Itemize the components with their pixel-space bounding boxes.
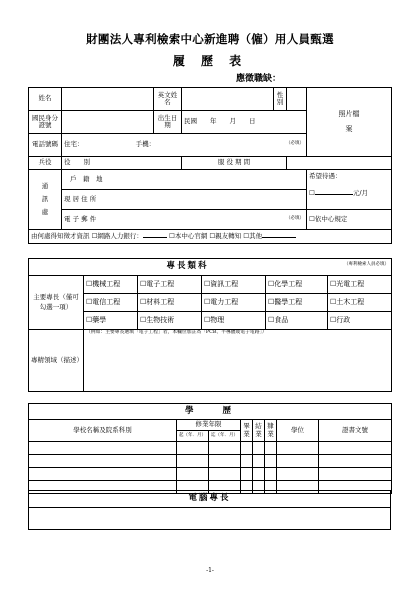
field-input[interactable]: （例如：主要專長選填「電子工程」者，本欄位加註為「PCB、半導體或電子電路」） xyxy=(84,330,392,392)
grad-header: 畢業 xyxy=(241,420,253,442)
page-number: -1- xyxy=(206,567,214,574)
service-label: 兵役 xyxy=(29,157,62,170)
period-header: 修業年限 xyxy=(177,420,241,431)
en-name-input[interactable] xyxy=(182,88,274,111)
opt-elec[interactable]: ☐電子工程 xyxy=(138,276,202,294)
service-period-label: 服 役 期 間 xyxy=(182,157,287,170)
computer-table xyxy=(28,490,391,530)
drop-header: 肄業 xyxy=(265,420,277,442)
computer-title: 電腦專長 xyxy=(29,491,391,508)
phone-label: 電話號碼 xyxy=(29,134,62,157)
gender-input[interactable] xyxy=(287,88,307,111)
form-subtitle: 履 歷 表 xyxy=(172,54,248,68)
home-phone-label: 住宅： xyxy=(64,140,84,149)
specialty-title: 專長類科 （專利檢索人員必填） xyxy=(29,259,392,276)
education-table xyxy=(28,403,392,494)
phone-input[interactable] xyxy=(62,134,307,157)
service-type-input[interactable]: 役 別 xyxy=(62,157,182,170)
pay-rule-option[interactable]: ☐依中心規定 xyxy=(307,210,392,230)
birth-label: 出生日期 xyxy=(154,111,182,134)
source-row[interactable]: 由何處得知徵才資訊 ☐網路人力銀行： ☐本中心官網 ☐親友轉知 ☐其他 xyxy=(29,230,392,244)
school-header: 學校名稱及院系科別 xyxy=(29,420,177,442)
education-row[interactable] xyxy=(29,468,392,481)
household-input[interactable]: 戶 籍 地 xyxy=(62,170,307,190)
en-name-label: 英文姓名 xyxy=(154,88,182,111)
opt-mech[interactable]: ☐機械工程 xyxy=(84,276,138,294)
opt-pharmacy[interactable]: ☐藥學 xyxy=(84,312,138,330)
apply-position-label: 應徵職缺： xyxy=(236,74,282,84)
id-label: 國民身分證號 xyxy=(29,111,62,134)
from-header: 起（年．月） xyxy=(177,431,209,442)
current-address-input[interactable]: 現 居 住 所 xyxy=(62,190,307,210)
opt-physics[interactable]: ☐物理 xyxy=(202,312,266,330)
opt-chem[interactable]: ☐化學工程 xyxy=(266,276,328,294)
opt-admin[interactable]: ☐行政 xyxy=(328,312,392,330)
comp-header: 結業 xyxy=(253,420,265,442)
opt-power[interactable]: ☐電力工程 xyxy=(202,294,266,312)
opt-medical[interactable]: ☐醫學工程 xyxy=(266,294,328,312)
mobile-label: 手機： xyxy=(135,140,156,149)
required-note: （必填） xyxy=(286,141,304,147)
opt-info[interactable]: ☐資訊工程 xyxy=(202,276,266,294)
education-title: 學 歷 xyxy=(29,404,392,420)
to-header: 迄（年．月） xyxy=(209,431,241,442)
email-input[interactable]: 電 子 郵 件 （必填） xyxy=(62,210,307,230)
cert-header: 證書文號 xyxy=(319,420,392,442)
opt-biotech[interactable]: ☐生物技術 xyxy=(138,312,202,330)
expected-pay-cell[interactable]: 希望待遇： ☐ 元/月 xyxy=(307,170,392,210)
education-row[interactable] xyxy=(29,442,392,455)
opt-food[interactable]: ☐食品 xyxy=(266,312,328,330)
id-input[interactable] xyxy=(62,111,154,134)
basic-info-table xyxy=(28,87,392,244)
main-specialty-label: 主要專長（僅可勾選一項） xyxy=(29,276,84,330)
degree-header: 學位 xyxy=(277,420,319,442)
name-input[interactable] xyxy=(62,88,154,111)
birth-input[interactable]: 民國 年 月 日 xyxy=(182,111,307,134)
education-row[interactable] xyxy=(29,455,392,468)
opt-opto[interactable]: ☐光電工程 xyxy=(328,276,392,294)
specialty-table xyxy=(28,258,392,392)
form-title: 財團法人專利檢索中心新進聘（僱）用人員甄選 xyxy=(86,32,334,46)
opt-civil[interactable]: ☐土木工程 xyxy=(328,294,392,312)
computer-input[interactable] xyxy=(29,508,391,530)
name-label: 姓名 xyxy=(29,88,62,111)
opt-material[interactable]: ☐材料工程 xyxy=(138,294,202,312)
opt-telecom[interactable]: ☐電信工程 xyxy=(84,294,138,312)
contact-label: 通訊處 xyxy=(29,170,62,230)
gender-label: 性別 xyxy=(274,88,287,111)
field-label: 專精領域（描述） xyxy=(29,330,84,392)
photo-box[interactable]: 照片檔案 xyxy=(307,88,392,157)
service-period-input[interactable] xyxy=(287,157,392,170)
